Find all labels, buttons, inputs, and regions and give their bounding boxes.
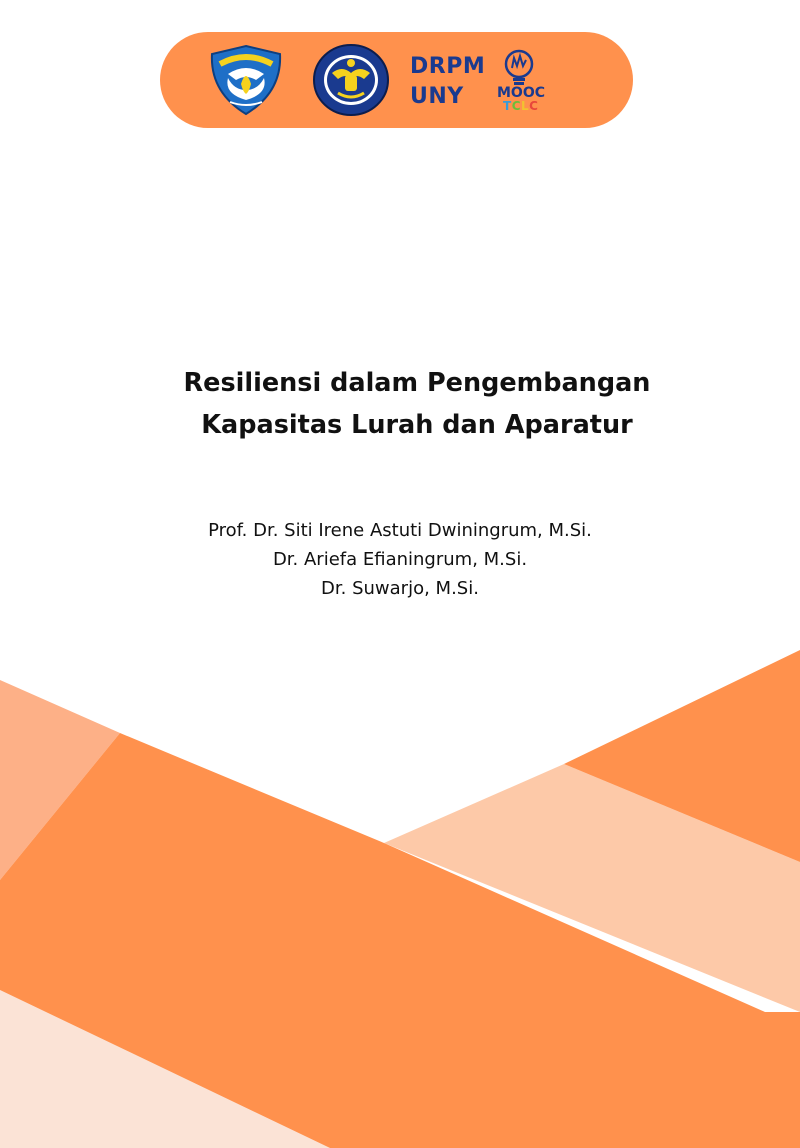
tclc-letter: L: [521, 99, 530, 113]
author-list: [0, 516, 800, 603]
light-orange-right-band: [384, 764, 800, 1012]
title-line-2: Kapasitas Lurah dan Aparatur: [201, 410, 633, 440]
tut-wuri-handayani-emblem: [208, 44, 284, 116]
author-name: Prof. Dr. Siti Irene Astuti Dwiningrum, M.Si.: [208, 520, 592, 541]
tclc-letter: C: [511, 99, 521, 113]
logo-banner: [160, 32, 633, 128]
drpm-uny-wordmark: [410, 52, 485, 112]
orange-main-band: [0, 733, 800, 1148]
tclc-letter: T: [503, 99, 512, 113]
author-name: Dr. Suwarjo, M.Si.: [321, 578, 479, 599]
uny-university-emblem: [312, 43, 390, 117]
org-line-1: DRPM: [410, 54, 486, 79]
title-line-1: Resiliensi dalam Pengembangan: [183, 368, 651, 398]
pale-peach-band: [0, 990, 330, 1148]
tclc-wordmark: [503, 100, 538, 113]
mooc-wordmark: MOOC: [497, 85, 546, 101]
light-orange-left-band: [0, 680, 120, 880]
orange-right-band: [564, 650, 800, 862]
org-line-2: UNY: [410, 84, 464, 109]
document-title: [0, 362, 800, 446]
author-name: Dr. Ariefa Efianingrum, M.Si.: [272, 549, 528, 570]
tclc-letter: C: [529, 99, 539, 113]
